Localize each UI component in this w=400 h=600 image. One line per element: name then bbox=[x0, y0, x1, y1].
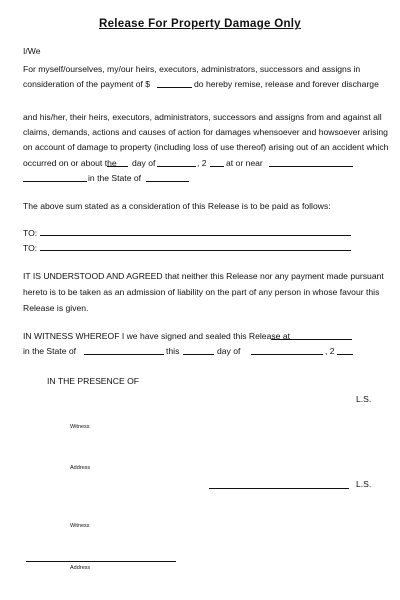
accident-state-line[interactable] bbox=[146, 181, 189, 182]
ls-mark-1: L.S. bbox=[356, 394, 372, 404]
signing-day-line[interactable] bbox=[183, 354, 214, 355]
signing-day-of-label: day of bbox=[217, 346, 241, 356]
accident-year-line[interactable] bbox=[210, 166, 224, 167]
i-we-label: I/We bbox=[23, 46, 41, 56]
payment-amount-line[interactable] bbox=[157, 87, 192, 88]
understood-line-2: hereto is to be taken as an admission of liability on the part of any person in whose favour this bbox=[23, 287, 380, 297]
signing-year-prefix-label: , 2 bbox=[325, 346, 335, 356]
accident-location-line[interactable] bbox=[269, 166, 353, 167]
consideration-text: The above sum stated as a consideration of this Release is to be paid as follows: bbox=[23, 201, 331, 211]
paragraph-1-line-2b: do hereby remise, release and forever discharge bbox=[194, 79, 379, 89]
signing-month-line[interactable] bbox=[251, 354, 323, 355]
signing-year-line[interactable] bbox=[337, 354, 353, 355]
payee-label-1: TO: bbox=[23, 228, 38, 238]
witness-label-2: Witness bbox=[70, 523, 90, 529]
paragraph-1-line-1: For myself/ourselves, my/our heirs, executors, administrators, successors and assigns in bbox=[23, 64, 361, 74]
ls-mark-2: L.S. bbox=[356, 479, 372, 489]
witness-label-1: Witness bbox=[70, 424, 90, 430]
address-label-2: Address bbox=[70, 565, 91, 571]
witness-whereof-text: IN WITNESS WHEREOF I we have signed and sealed this Release at bbox=[23, 331, 290, 341]
signing-place-line[interactable] bbox=[271, 339, 352, 340]
year-prefix-label: , 2 bbox=[197, 158, 207, 168]
accident-date-label: occurred on or about the bbox=[23, 158, 117, 168]
understood-line-1: IT IS UNDERSTOOD AND AGREED that neither this Release nor any payment made pursuant bbox=[23, 271, 384, 281]
address-label-1: Address bbox=[70, 465, 91, 471]
accident-month-line[interactable] bbox=[157, 166, 196, 167]
in-the-state-of-label: in the State of bbox=[88, 173, 142, 183]
accident-day-line[interactable] bbox=[107, 166, 128, 167]
signature-line-2[interactable] bbox=[209, 488, 349, 489]
presence-label: IN THE PRESENCE OF bbox=[47, 376, 140, 386]
payee-line-1[interactable] bbox=[40, 235, 351, 236]
paragraph-1-line-2a: consideration of the payment of $ bbox=[23, 79, 151, 89]
at-or-near-label: at or near bbox=[226, 158, 263, 168]
signing-state-line[interactable] bbox=[84, 354, 164, 355]
payee-label-2: TO: bbox=[23, 243, 38, 253]
payee-line-2[interactable] bbox=[40, 250, 351, 251]
paragraph-2-line-2: claims, demands, actions and causes of action for damages whensoever and howsoever arising bbox=[23, 127, 388, 137]
this-label: this bbox=[166, 346, 180, 356]
witness-address-line[interactable] bbox=[26, 561, 176, 562]
day-of-label: day of bbox=[132, 158, 156, 168]
page-title: Release For Property Damage Only bbox=[99, 18, 301, 30]
paragraph-2-line-3: on account of damage to property (including loss of use thereof) arising out of an accident which bbox=[23, 142, 389, 152]
understood-line-3: Release is given. bbox=[23, 303, 89, 313]
signing-state-label: in the State of bbox=[23, 346, 77, 356]
accident-county-line[interactable] bbox=[23, 181, 87, 182]
paragraph-2-line-1: and his/her, their heirs, executors, administrators, successors and assigns from and against all bbox=[23, 112, 382, 122]
